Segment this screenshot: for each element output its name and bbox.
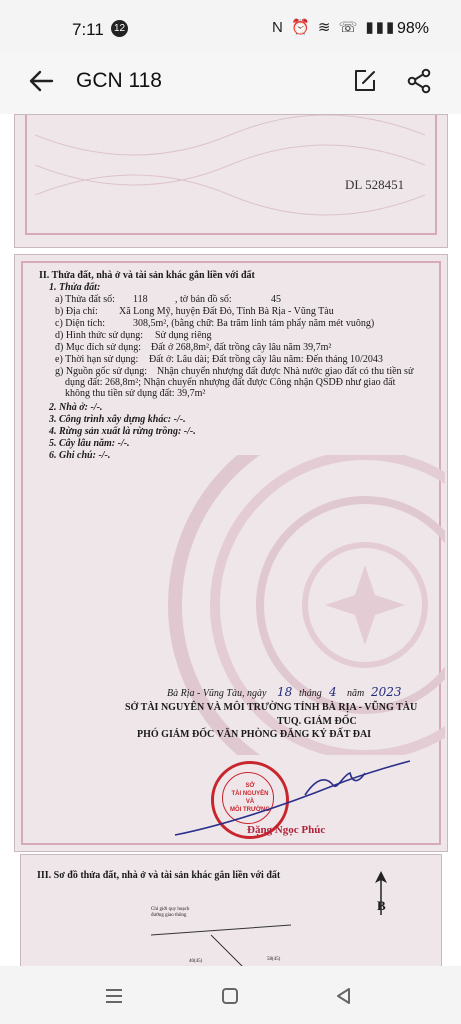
month-label: tháng (299, 688, 322, 699)
area-label: c) Diện tích: (55, 318, 105, 329)
usage-purpose-label: đ) Mục đích sử dụng: (55, 342, 141, 353)
origin-value-line-3: không thu tiền sử dụng đất: 39,7m² (65, 388, 206, 399)
section-3-construction: 3. Công trình xây dựng khác: -/-. (49, 414, 186, 425)
address-value: Xã Long Mỹ, huyện Đất Đỏ, Tỉnh Bà Rịa - Vũng Tàu (119, 306, 334, 317)
status-bar (0, 0, 461, 52)
section-heading: III. Sơ đồ thửa đất, nhà ở và tài sản khác gắn liền với đất (37, 870, 281, 881)
guilloche-pattern (35, 115, 425, 227)
document-page-3 (20, 854, 442, 966)
page-title: GCN 118 (76, 69, 162, 92)
battery-level: 98% (397, 20, 430, 37)
status-icons: N ⏰ ≋ ☏ ▮▮▮ (272, 19, 397, 36)
parcel-number-label: a) Thửa đất số: (55, 294, 115, 305)
usage-purpose-value: Đất ở 268,8m², đất trồng cây lâu năm 39,7m² (151, 342, 332, 353)
authority-line-2: TUQ. GIÁM ĐỐC (277, 716, 357, 727)
stamp-text-line: VÀ (245, 799, 255, 805)
edit-icon[interactable] (352, 68, 378, 94)
map-sheet-label: , tờ bản đồ số: (175, 294, 232, 305)
date-year: 2023 (371, 685, 402, 699)
document-page-1 (14, 114, 448, 248)
signer-name: Đặng Ngọc Phúc (247, 824, 326, 836)
year-label: năm (347, 688, 365, 699)
share-icon[interactable] (406, 68, 432, 94)
notification-count-badge: 12 (111, 20, 128, 37)
area-value: 308,5m², (bằng chữ: Ba trăm linh tám phẩy năm mét vuông) (133, 318, 375, 329)
date-day: 18 (277, 685, 293, 699)
parcel-label-2: 58(45) (267, 957, 281, 962)
section-4-forest: 4. Rừng sản xuất là rừng trồng: -/-. (49, 426, 196, 437)
origin-value-line-2: dụng đất: 268,8m²; Nhận chuyển nhượng đất được Công nhận QSDĐ như giao đất (65, 377, 396, 388)
back-arrow-icon[interactable] (26, 66, 56, 96)
stamp-text-line: SỞ (245, 783, 255, 789)
north-label: B (377, 898, 386, 913)
document-page-2 (14, 254, 448, 852)
system-navigation-bar (0, 966, 461, 1024)
map-sheet-value: 45 (271, 294, 281, 305)
usage-form-label: d) Hình thức sử dụng: (55, 330, 144, 341)
parcel-sketch (141, 915, 341, 966)
plan-note-2: đường giao thông (151, 913, 187, 918)
status-time: 7:11 (72, 20, 104, 39)
place-date-label: Bà Rịa - Vũng Tàu, ngày (167, 688, 267, 699)
parcel-label-1: 40(45) (189, 959, 203, 964)
certificate-serial: DL 528451 (345, 177, 405, 192)
origin-label: g) Nguồn gốc sử dụng: (55, 366, 148, 377)
usage-term-label: e) Thời hạn sử dụng: (55, 354, 139, 365)
plan-note-1: Chỉ giới quy hoạch (151, 907, 190, 912)
address-label: b) Địa chỉ: (55, 306, 98, 317)
origin-value-line-1: Nhận chuyển nhượng đất được Nhà nước giao đất có thu tiền sử (157, 366, 414, 377)
recent-apps-icon[interactable] (104, 988, 124, 1004)
home-icon[interactable] (220, 986, 240, 1006)
authority-line-3: PHÓ GIÁM ĐỐC VĂN PHÒNG ĐĂNG KÝ ĐẤT ĐAI (137, 729, 372, 740)
document-viewer[interactable] (0, 114, 461, 966)
stamp-text-line: MÔI TRƯỜNG (229, 807, 271, 813)
app-bar (0, 52, 461, 114)
back-nav-icon[interactable] (334, 986, 352, 1006)
authority-line-1: SỞ TÀI NGUYÊN VÀ MÔI TRƯỜNG TỈNH BÀ RỊA - VŨNG TÀU (125, 702, 418, 713)
usage-form-value: Sử dụng riêng (155, 330, 212, 341)
section-1-label: 1. Thửa đất: (49, 282, 101, 293)
section-5-perennial: 5. Cây lâu năm: -/-. (49, 438, 130, 449)
section-heading: II. Thửa đất, nhà ở và tài sản khác gắn liền với đất (39, 270, 255, 281)
section-2-house: 2. Nhà ở: -/-. (49, 402, 103, 413)
section-6-notes: 6. Ghi chú: -/-. (49, 450, 111, 461)
parcel-number-value: 118 (133, 294, 148, 305)
usage-term-value: Đất ở: Lâu dài; Đất trồng cây lâu năm: Đến tháng 10/2043 (149, 354, 383, 365)
date-month: 4 (329, 685, 337, 699)
stamp-text-line: TÀI NGUYÊN (231, 791, 269, 797)
